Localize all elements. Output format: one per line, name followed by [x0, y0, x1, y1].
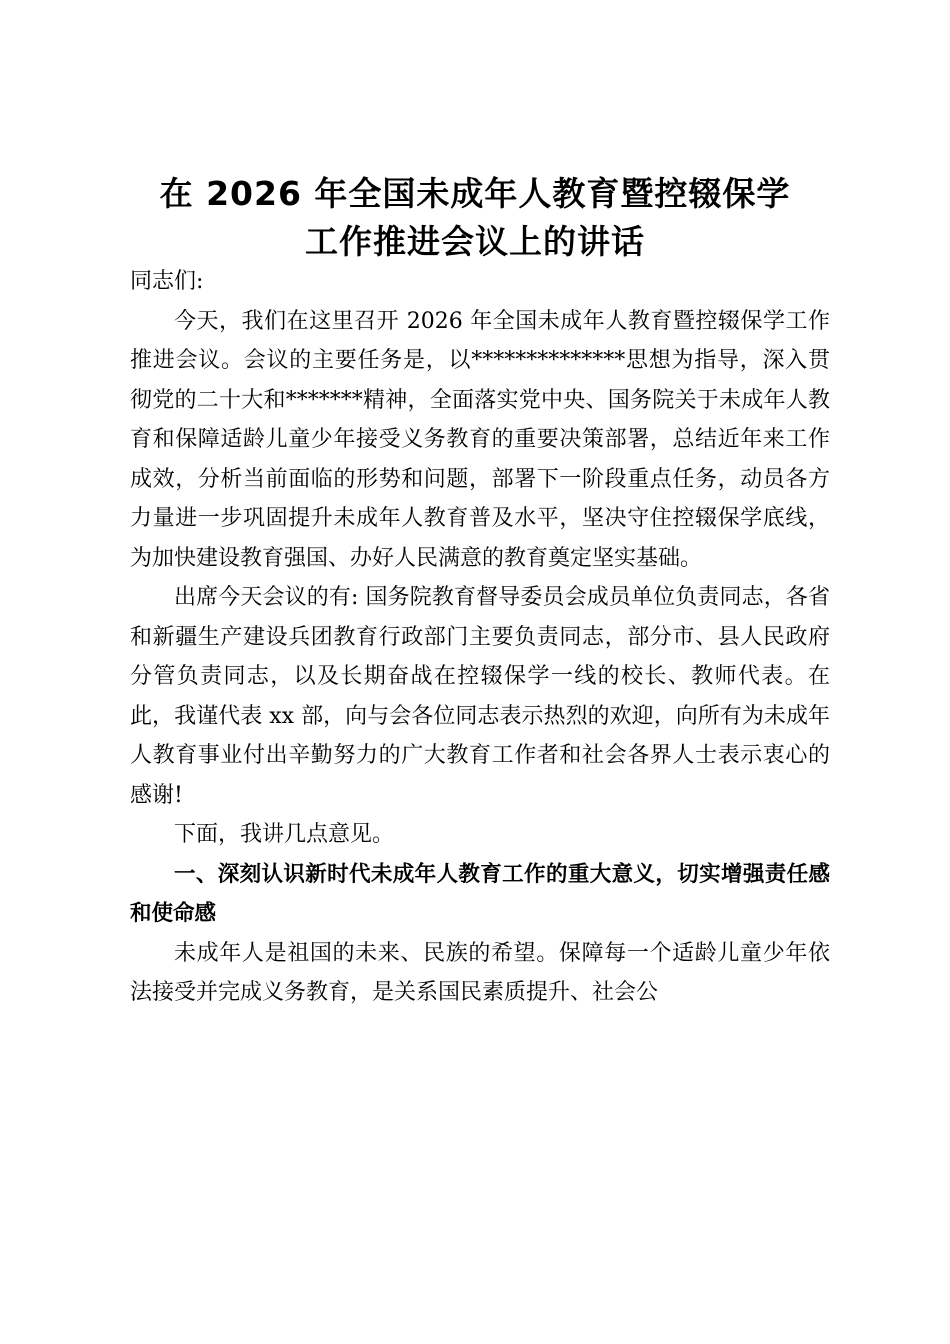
- paragraph-opening: 今天，我们在这里召开 2026 年全国未成年人教育暨控辍保学工作推进会议。会议的主要任务是，以**************思想为指导，深入贯彻党的二十大和*******精神，全面落实党中央、国务院关于未成年人教育和保障适龄儿童少年接受义务教育的重要决策部署，总结近年来工作成效，分析当前面临的形势和问题，部署下一阶段重点任务，动员各方力量进一步巩固提升未成年人教育普及水平，坚决守住控辍保学底线，为加快建设教育强国、办好人民满意的教育奠定坚实基础。: [130, 308, 830, 571]
- title-line-1: 在 2026 年全国未成年人教育暨控辍保学: [159, 174, 791, 213]
- section-heading-1: 一、深刻认识新时代未成年人教育工作的重大意义，切实增强责任感和使命感: [130, 861, 830, 926]
- document-title: [110, 170, 840, 266]
- section-1-paragraph: 未成年人是祖国的未来、民族的希望。保障每一个适龄儿童少年依法接受并完成义务教育，是关系国民素质提升、社会公: [130, 940, 830, 1005]
- document-body: [130, 262, 830, 1013]
- paragraph-attendees: 出席今天会议的有: 国务院教育督导委员会成员单位负责同志，各省和新疆生产建设兵团教育行政部门主要负责同志，部分市、县人民政府分管负责同志，以及长期奋战在控辍保学一线的校长、教师代表。在此，我谨代表 xx 部，向与会各位同志表示热烈的欢迎，向所有为未成年人教育事业付出辛勤努力的广大教育工作者和社会各界人士表示衷心的感谢!: [130, 585, 830, 808]
- salutation: 同志们:: [130, 269, 204, 294]
- paragraph-transition: 下面，我讲几点意见。: [174, 822, 395, 847]
- title-line-2: 工作推进会议上的讲话: [305, 222, 645, 261]
